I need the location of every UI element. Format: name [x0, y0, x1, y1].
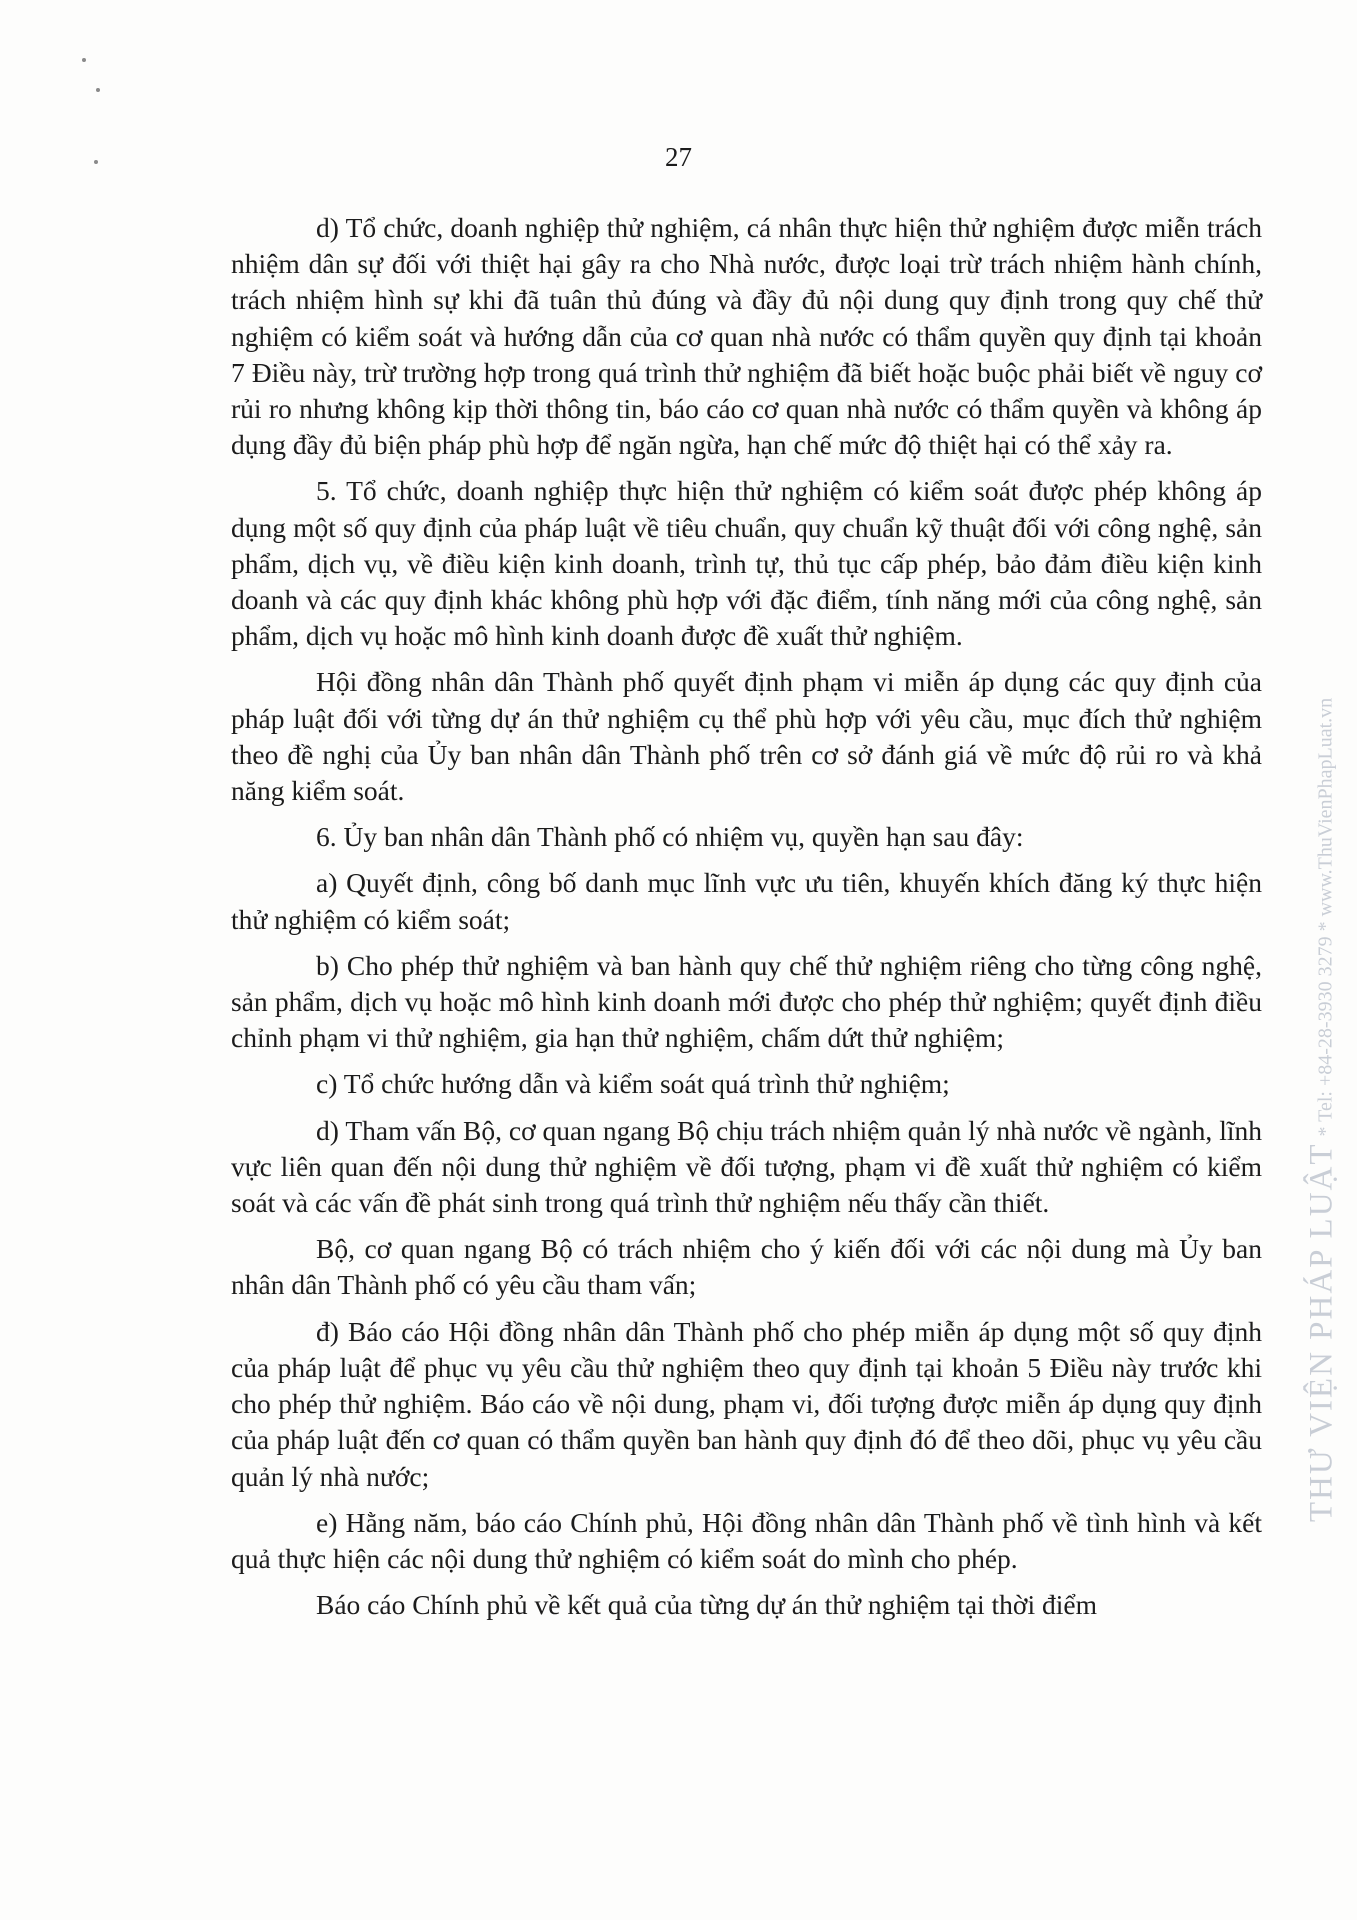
paragraph: đ) Báo cáo Hội đồng nhân dân Thành phố cho phép miễn áp dụng một số quy định của pháp luật để phục vụ yêu cầu thử nghiệm theo quy định tại khoản 5 Điều này trước khi cho phép thử nghiệm. Báo cáo về nội dung, phạm vi, đối tượng được miễn áp dụng quy định của pháp luật đến cơ quan có thẩm quyền ban hành quy định đó để theo dõi, phục vụ yêu cầu quản lý nhà nước;	[231, 1315, 1262, 1492]
paragraph: d) Tham vấn Bộ, cơ quan ngang Bộ chịu trách nhiệm quản lý nhà nước về ngành, lĩnh vực liên quan đến nội dung thử nghiệm về đối tượng, phạm vi đề xuất thử nghiệm có kiểm soát và các vấn đề phát sinh trong quá trình thử nghiệm nếu thấy cần thiết.	[231, 1114, 1262, 1219]
scan-mark	[82, 58, 86, 62]
page-number: 27	[665, 142, 692, 172]
paragraph: d) Tổ chức, doanh nghiệp thử nghiệm, cá nhân thực hiện thử nghiệm được miễn trách nhiệm dân sự đối với thiệt hại gây ra cho Nhà nước, được loại trừ trách nhiệm hành chính, trách nhiệm hình sự khi đã tuân thủ đúng và đầy đủ nội dung quy định trong quy chế thử nghiệm có kiểm soát và hướng dẫn của cơ quan nhà nước có thẩm quyền quy định tại khoản 7 Điều này, trừ trường hợp trong quá trình thử nghiệm đã biết hoặc buộc phải biết về nguy cơ rủi ro nhưng không kịp thời thông tin, báo cáo cơ quan nhà nước có thẩm quyền và không áp dụng đầy đủ biện pháp phù hợp để ngăn ngừa, hạn chế mức độ thiệt hại có thể xảy ra.	[231, 212, 1262, 461]
watermark-contact: * Tel: +84-28-3930 3279 * www.ThuVienPhapLuat.vn	[1314, 697, 1337, 1137]
paragraph: Hội đồng nhân dân Thành phố quyết định phạm vi miễn áp dụng các quy định của pháp luật đối với từng dự án thử nghiệm cụ thể phù hợp với yêu cầu, mục đích thử nghiệm theo đề nghị của Ủy ban nhân dân Thành phố trên cơ sở đánh giá về mức độ rủi ro và khả năng kiểm soát.	[231, 666, 1262, 807]
paragraph: b) Cho phép thử nghiệm và ban hành quy chế thử nghiệm riêng cho từng công nghệ, sản phẩm, dịch vụ hoặc mô hình kinh doanh mới được cho phép thử nghiệm; quyết định điều chỉnh phạm vi thử nghiệm, gia hạn thử nghiệm, chấm dứt thử nghiệm;	[231, 949, 1262, 1054]
paragraph: 6. Ủy ban nhân dân Thành phố có nhiệm vụ, quyền hạn sau đây:	[316, 821, 1024, 853]
paragraph: 5. Tổ chức, doanh nghiệp thực hiện thử nghiệm có kiểm soát được phép không áp dụng một số quy định của pháp luật về tiêu chuẩn, quy chuẩn kỹ thuật đối với công nghệ, sản phẩm, dịch vụ, về điều kiện kinh doanh, trình tự, thủ tục cấp phép, bảo đảm điều kiện kinh doanh và các quy định khác không phù hợp với đặc điểm, tính năng mới của công nghệ, sản phẩm, dịch vụ hoặc mô hình kinh doanh được đề xuất thử nghiệm.	[231, 475, 1262, 652]
paragraph: Bộ, cơ quan ngang Bộ có trách nhiệm cho ý kiến đối với các nội dung mà Ủy ban nhân dân Thành phố có yêu cầu tham vấn;	[231, 1233, 1262, 1301]
paragraph: Báo cáo Chính phủ về kết quả của từng dự án thử nghiệm tại thời điểm	[316, 1589, 1097, 1621]
document-body	[231, 210, 1262, 1623]
watermark	[1304, 698, 1341, 1522]
watermark-brand: THƯ VIỆN PHÁP LUẬT	[1303, 1142, 1340, 1523]
paragraph: a) Quyết định, công bố danh mục lĩnh vực ưu tiên, khuyến khích đăng ký thực hiện thử nghiệm có kiểm soát;	[231, 867, 1262, 935]
paragraph: c) Tổ chức hướng dẫn và kiểm soát quá trình thử nghiệm;	[316, 1068, 950, 1100]
paragraph: e) Hằng năm, báo cáo Chính phủ, Hội đồng nhân dân Thành phố về tình hình và kết quả thực hiện các nội dung thử nghiệm có kiểm soát do mình cho phép.	[231, 1506, 1262, 1574]
scan-mark	[96, 88, 100, 92]
